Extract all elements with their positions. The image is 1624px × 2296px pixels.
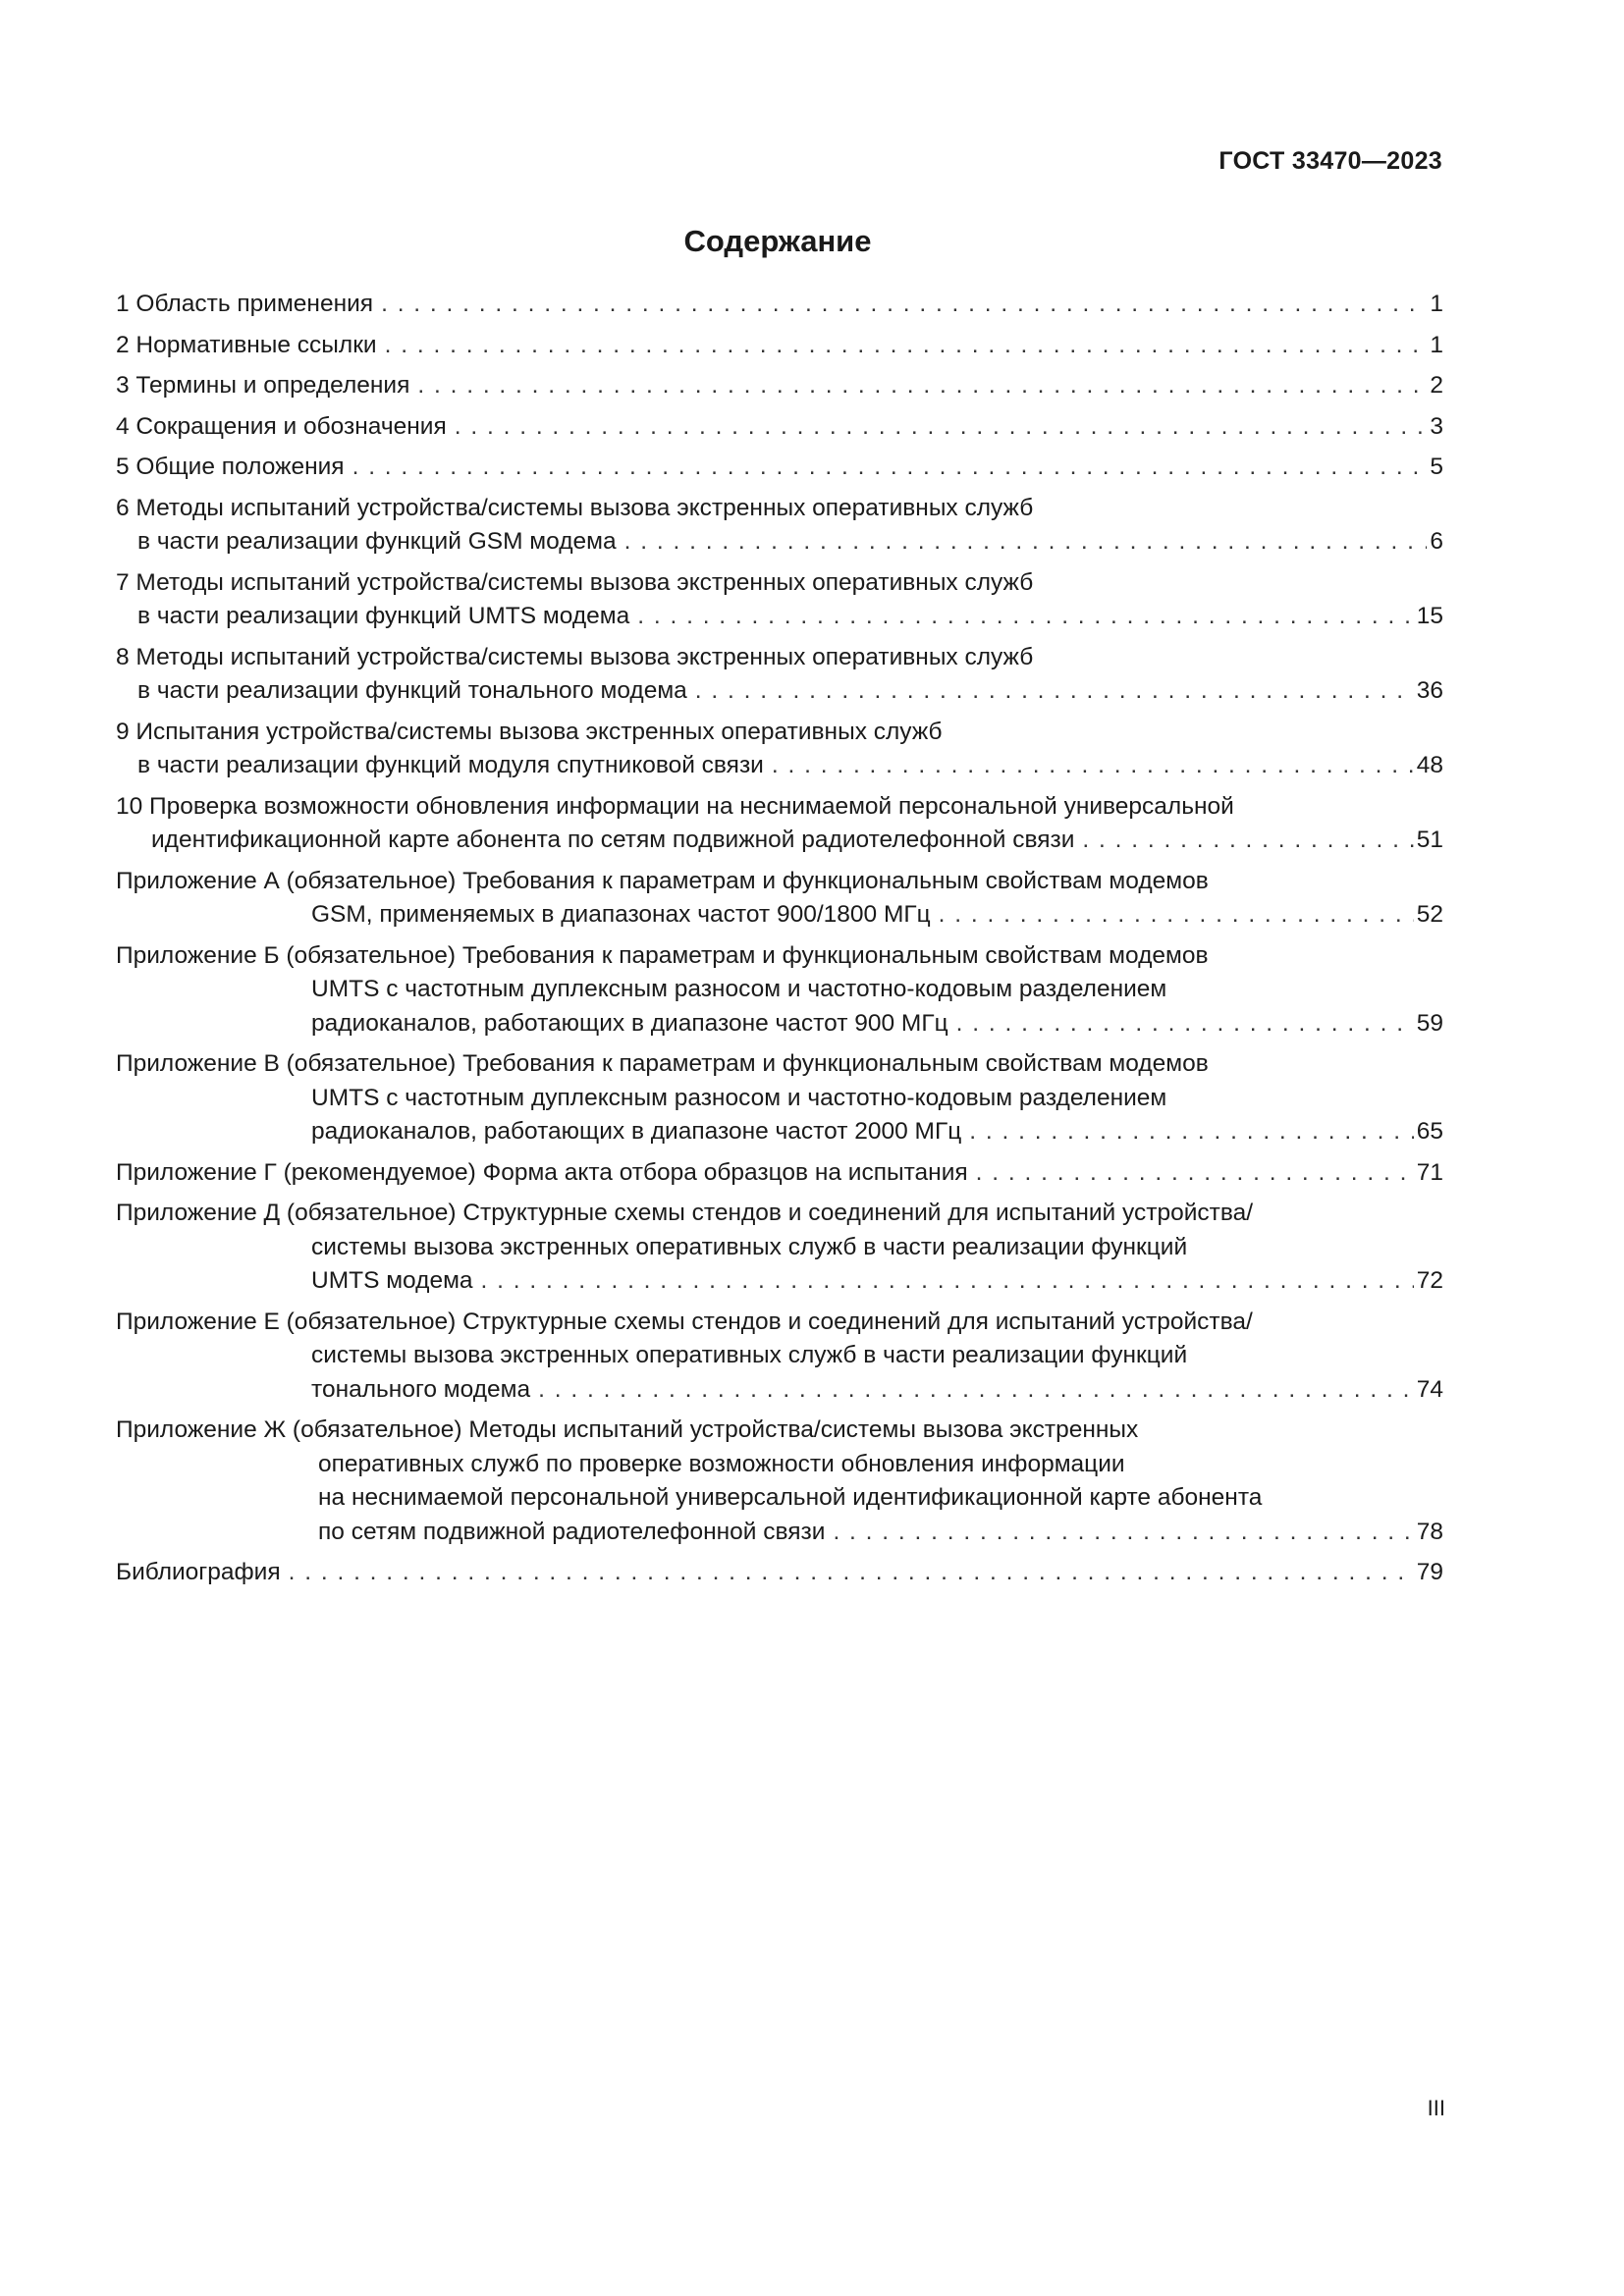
toc-leader-dots — [1082, 824, 1413, 858]
toc-entry-text: системы вызова экстренных оперативных служб в части реализации функций — [311, 1233, 1188, 1260]
toc-entry-page: 72 — [1416, 1267, 1443, 1294]
toc-leader-dots — [772, 749, 1414, 783]
toc-entry-page: 78 — [1416, 1518, 1443, 1545]
toc-entry[interactable] — [116, 288, 1443, 322]
toc-entry-text: по сетям подвижной радиотелефонной связи — [318, 1518, 826, 1545]
toc-leader-dots — [385, 329, 1428, 363]
toc-entry-text: радиоканалов, работающих в диапазоне частот 900 МГц — [311, 1009, 948, 1037]
toc-entry-text: радиоканалов, работающих в диапазоне частот 2000 МГц — [311, 1118, 962, 1145]
toc-entry[interactable] — [116, 1414, 1443, 1549]
toc-entry-page: 71 — [1416, 1158, 1443, 1186]
toc-entry-page: 1 — [1430, 331, 1443, 358]
toc-leader-dots — [976, 1156, 1414, 1191]
toc-entry-text: 5 Общие положения — [116, 454, 345, 480]
toc-title: Содержание — [683, 224, 872, 258]
toc-entry-text: GSM, применяемых в диапазонах частот 900/1800 МГц — [311, 901, 931, 928]
toc-leader-dots — [538, 1373, 1414, 1408]
toc-entry-text: системы вызова экстренных оперативных служб в части реализации функций — [311, 1342, 1188, 1368]
toc-entry-page: 65 — [1416, 1118, 1443, 1145]
toc-entry-text: Приложение Ж (обязательное) Методы испытаний устройства/системы вызова экстренных — [116, 1416, 1139, 1443]
toc-entry-text: 7 Методы испытаний устройства/системы вызова экстренных оперативных служб — [116, 568, 1034, 596]
toc-leader-dots — [969, 1115, 1413, 1149]
toc-entry-page: 1 — [1430, 291, 1443, 317]
toc-leader-dots — [833, 1516, 1413, 1550]
toc-entry-page: 5 — [1430, 454, 1443, 480]
toc-entry-page: 3 — [1430, 412, 1443, 440]
toc-leader-dots — [939, 898, 1414, 933]
toc-entry-text: 2 Нормативные ссылки — [116, 331, 377, 358]
table-of-contents — [116, 288, 1443, 1597]
toc-leader-dots — [481, 1264, 1414, 1299]
toc-entry-text: UMTS с частотным дуплексным разносом и частотно-кодовым разделением — [311, 1084, 1167, 1111]
toc-entry-text: 8 Методы испытаний устройства/системы вызова экстренных оперативных служб — [116, 643, 1034, 670]
toc-entry-text: Приложение А (обязательное) Требования к параметрам и функциональным свойствам модемов — [116, 867, 1209, 894]
toc-entry-text: 3 Термины и определения — [116, 372, 410, 399]
toc-entry-text: Библиография — [116, 1559, 281, 1585]
toc-entry-text: 6 Методы испытаний устройства/системы вызова экстренных оперативных служб — [116, 494, 1034, 521]
toc-entry[interactable] — [116, 451, 1443, 485]
toc-entry-page: 15 — [1416, 603, 1443, 629]
toc-entry-text: в части реализации функций UMTS модема — [137, 603, 630, 629]
toc-leader-dots — [381, 288, 1427, 322]
toc-leader-dots — [695, 674, 1414, 709]
toc-entry[interactable] — [116, 1306, 1443, 1408]
toc-entry-page: 51 — [1416, 827, 1443, 853]
toc-entry-text: идентификационной карте абонента по сетям подвижной радиотелефонной связи — [151, 827, 1075, 853]
toc-entry[interactable] — [116, 790, 1443, 858]
toc-leader-dots — [956, 1007, 1414, 1041]
toc-leader-dots — [637, 600, 1414, 634]
toc-entry-text: Приложение Д (обязательное) Структурные схемы стендов и соединений для испытаний устройства/ — [116, 1200, 1254, 1226]
toc-entry-text: оперативных служб по проверке возможности обновления информации — [318, 1450, 1125, 1477]
toc-entry[interactable] — [116, 939, 1443, 1041]
toc-entry[interactable] — [116, 1156, 1443, 1191]
toc-entry[interactable] — [116, 492, 1443, 560]
toc-leader-dots — [417, 369, 1427, 403]
toc-entry-page: 59 — [1416, 1009, 1443, 1037]
toc-entry[interactable] — [116, 1556, 1443, 1590]
toc-leader-dots — [352, 451, 1428, 485]
toc-entry-text: 4 Сокращения и обозначения — [116, 412, 447, 440]
page-number: III — [1427, 2096, 1445, 2120]
toc-entry-text: в части реализации функций GSM модема — [137, 528, 617, 555]
toc-entry-text: Приложение Б (обязательное) Требования к параметрам и функциональным свойствам модемов — [116, 941, 1209, 969]
toc-entry-text: 1 Область применения — [116, 291, 374, 317]
toc-leader-dots — [455, 410, 1428, 445]
toc-leader-dots — [624, 525, 1428, 560]
toc-entry[interactable] — [116, 329, 1443, 363]
toc-entry-text: в части реализации функций модуля спутниковой связи — [137, 752, 764, 778]
toc-entry[interactable] — [116, 641, 1443, 709]
toc-leader-dots — [289, 1556, 1414, 1590]
toc-entry-text: 9 Испытания устройства/системы вызова экстренных оперативных служб — [116, 718, 943, 745]
toc-entry-page: 52 — [1416, 901, 1443, 928]
toc-entry-text: в части реализации функций тонального модема — [137, 677, 687, 704]
toc-entry[interactable] — [116, 1197, 1443, 1299]
toc-entry-page: 36 — [1416, 677, 1443, 704]
toc-entry-text: UMTS с частотным дуплексным разносом и частотно-кодовым разделением — [311, 976, 1167, 1002]
toc-entry[interactable] — [116, 369, 1443, 403]
toc-entry-text: тонального модема — [311, 1375, 531, 1403]
toc-entry[interactable] — [116, 716, 1443, 783]
toc-entry[interactable] — [116, 410, 1443, 445]
toc-entry[interactable] — [116, 566, 1443, 634]
toc-entry-text: UMTS модема — [311, 1267, 473, 1294]
toc-entry-page: 2 — [1430, 372, 1443, 399]
toc-entry[interactable] — [116, 865, 1443, 933]
toc-entry[interactable] — [116, 1047, 1443, 1149]
toc-entry-text: Приложение Е (обязательное) Структурные схемы стендов и соединений для испытаний устройства/ — [116, 1308, 1253, 1335]
toc-entry-page: 74 — [1416, 1375, 1443, 1403]
toc-entry-page: 48 — [1416, 752, 1443, 778]
toc-entry-text: Приложение В (обязательное) Требования к параметрам и функциональным свойствам модемов — [116, 1050, 1209, 1077]
toc-entry-text: 10 Проверка возможности обновления информации на неснимаемой персональной универсальной — [116, 792, 1234, 820]
standard-designation: ГОСТ 33470—2023 — [1218, 147, 1442, 175]
toc-entry-page: 79 — [1416, 1559, 1443, 1585]
toc-entry-page: 6 — [1430, 528, 1443, 555]
toc-entry-text: Приложение Г (рекомендуемое) Форма акта отбора образцов на испытания — [116, 1158, 968, 1186]
toc-entry-text: на неснимаемой персональной универсальной идентификационной карте абонента — [318, 1484, 1263, 1511]
